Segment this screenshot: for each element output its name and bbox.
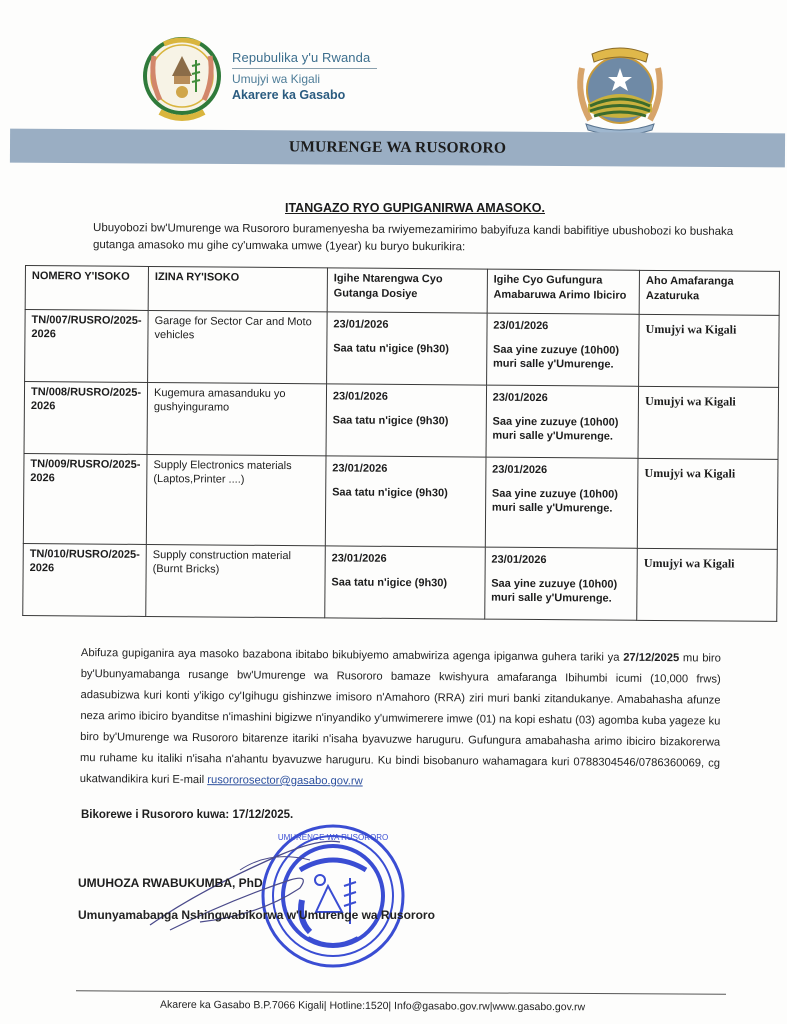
deadline-time: Saa tatu n'igice (9h30) [332, 486, 448, 500]
table-row [24, 382, 779, 460]
submission-deadline-cell [325, 546, 485, 619]
gasabo-district-emblem-icon [572, 40, 668, 136]
header-funding-source: Aho Amafaranga Azaturuka [639, 270, 779, 315]
tender-number: TN/008/RUSRO/2025-2026 [24, 382, 148, 455]
header-tender-name: IZINA RY'ISOKO [148, 266, 327, 311]
deadline-date: 23/01/2026 [332, 462, 388, 475]
table-row [23, 453, 778, 549]
tender-name: Supply construction material (Burnt Bricks) [146, 544, 325, 617]
opening-time: Saa yine zuzuye (10h00) muri salle y'Umurenge. [491, 487, 618, 515]
submission-deadline-cell [326, 312, 486, 385]
bid-opening-cell [486, 385, 639, 458]
tender-table [22, 265, 780, 622]
signatory-name: UMUHOZA RWABUKUMBA, PhD [78, 876, 263, 890]
funding-source: Umujyi wa Kigali [643, 555, 735, 571]
header-tender-number: NOMERO Y'ISOKO [25, 266, 148, 311]
instructions-part2: mu biro by'Ubunyamabanga rusange bw'Umurenge wa Rusororo bamaze kwishyura amafaranga Ibihumbi icumi (10,000 frws) adasubizwa kuri konti y'ikigo cy'Igihugu gishinzwe imisoro n'Amahoro (RRA) ziri muri banki zitandukanye. Amabahasha afunze neza arimo ibiciro byanditse n'imashini bigizwe n'inyandiko y'umwimerere imwe (01) na kopi eshatu (03) agomba kuba yageze ku biro by'Umurenge wa Rusororo bitarenze itariki n'isaha byavuzwe haruguru. Gufungura amabahasha arimo ibiciro bizakorerwa mu ruhame ku italiki n'isaha n'ahantu byavuzwe haruguru. Ku bindi bisobanuro wahamagara kuri 0788304546/0786360069, cg ukatwandikira kuri E-mail [79, 652, 721, 787]
document-start-date: 27/12/2025 [623, 651, 680, 665]
notice-title: ITANGAZO RYO GUPIGANIRWA AMASOKO. [285, 201, 545, 215]
tender-number: TN/009/RUSRO/2025-2026 [23, 453, 147, 544]
bid-opening-cell [486, 313, 639, 386]
funding-source-cell [637, 458, 778, 549]
deadline-time: Saa tatu n'igice (9h30) [331, 576, 448, 590]
tender-name: Garage for Sector Car and Moto vehicles [148, 310, 327, 383]
svg-text:UMURENGE WA RUSORORO: UMURENGE WA RUSORORO [277, 833, 389, 842]
funding-source-cell [639, 314, 779, 387]
instructions-part1: Abifuza gupiganira aya masoko bazabona ibitabo bikubiyemo amabwiriza agenga ipiganwa guhera tariki ya [80, 646, 624, 664]
opening-date: 23/01/2026 [493, 319, 549, 333]
funding-source: Umujyi wa Kigali [645, 393, 736, 409]
signatory-title: Umunyamabanga Nshingwabikorwa w'Umurenge wa Rusororo [78, 908, 435, 922]
opening-date: 23/01/2026 [492, 391, 548, 405]
tender-number: TN/007/RUSRO/2025-2026 [25, 310, 149, 383]
government-header [232, 50, 377, 102]
deadline-date: 23/01/2026 [333, 318, 389, 331]
banner-title: UMURENGE WA RUSORORO [288, 138, 507, 157]
footer-contact: Akarere ka Gasabo B.P.7066 Kigali| Hotline:1520| Info@gasabo.gov.rw|www.gasabo.gov.rw [159, 998, 586, 1014]
footer-divider [76, 990, 726, 994]
instructions-paragraph [80, 643, 721, 796]
bid-opening-cell [485, 457, 638, 548]
deadline-date: 23/01/2026 [331, 552, 387, 565]
rwanda-coat-of-arms-icon [142, 34, 222, 126]
opening-time: Saa yine zuzuye (10h00) muri salle y'Umurenge. [492, 343, 620, 371]
deadline-time: Saa tatu n'igice (9h30) [333, 342, 450, 356]
district-label: Akarere ka Gasabo [232, 88, 346, 102]
opening-date: 23/01/2026 [491, 553, 547, 567]
funding-source: Umujyi wa Kigali [645, 321, 737, 337]
deadline-date: 23/01/2026 [332, 390, 388, 403]
republic-label: Repubulika y'u Rwanda [232, 50, 377, 69]
table-row [25, 310, 780, 388]
signed-date-line: Bikorewe i Rusororo kuwa: 17/12/2025. [81, 809, 294, 821]
email-link[interactable]: rusororosector@gasabo.gov.rw [207, 774, 363, 788]
funding-source-cell [637, 548, 777, 621]
deadline-time: Saa tatu n'igice (9h30) [332, 414, 449, 428]
submission-deadline-cell [325, 456, 486, 547]
sector-banner [10, 129, 785, 168]
city-label: Umujyi wa Kigali [232, 72, 321, 86]
bid-opening-cell [484, 547, 637, 620]
funding-source-cell [638, 386, 778, 459]
tender-name: Supply Electronics materials (Laptos,Printer ....) [146, 454, 326, 545]
header-bid-opening: Igihe Cyo Gufungura Amabaruwa Arimo Ibiciro [487, 269, 640, 314]
submission-deadline-cell [326, 384, 486, 457]
opening-time: Saa yine zuzuye (10h00) muri salle y'Umurenge. [492, 415, 619, 443]
opening-date: 23/01/2026 [492, 463, 548, 477]
opening-time: Saa yine zuzuye (10h00) muri salle y'Umurenge. [491, 577, 618, 605]
tender-name: Kugemura amasanduku yo gushyinguramo [147, 382, 326, 455]
funding-source: Umujyi wa Kigali [644, 465, 736, 481]
header-submission-deadline: Igihe Ntarengwa Cyo Gutanga Dosiye [327, 268, 487, 313]
table-row [23, 543, 778, 621]
notice-intro: Ubuyobozi bw'Umurenge wa Rusororo buramenyesha ba rwiyemezamirimo babyifuza kandi babifitiye ubushobozi ko bushaka gutanga amasoko mu gihe cy'umwaka umwe (1year) ku buryo bukurikira: [92, 222, 734, 254]
table-header-row [25, 266, 779, 316]
tender-number: TN/010/RUSRO/2025-2026 [23, 543, 147, 616]
